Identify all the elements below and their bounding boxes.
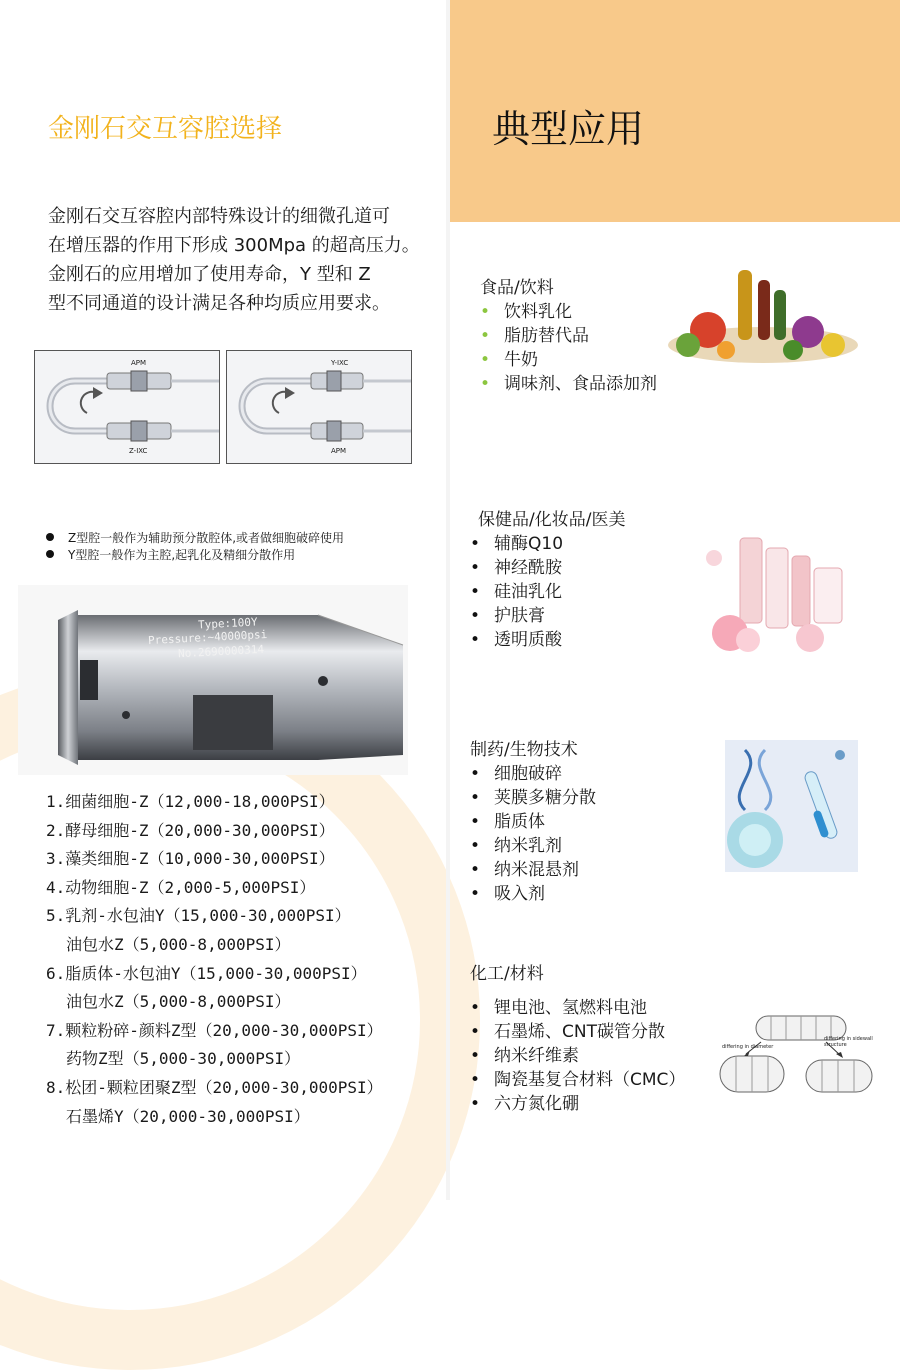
- carbon-nanotube-image: [716, 1010, 876, 1100]
- list-item: • 辅酶Q10: [470, 534, 564, 554]
- bullet-icon: •: [470, 1070, 481, 1090]
- interaction-chamber-photo: [18, 585, 408, 775]
- list-item: • 神经酰胺: [470, 558, 562, 578]
- category-health: [470, 508, 625, 652]
- list-item: 4.动物细胞-Z（2,000-5,000PSI）: [46, 877, 316, 897]
- list-item: • 纳米乳剂: [470, 836, 562, 856]
- bullet-icon: •: [470, 812, 481, 832]
- bullet-icon: •: [470, 764, 481, 784]
- list-item: 1.细菌细胞-Z（12,000-18,000PSI）: [46, 792, 335, 811]
- bullet-icon: [46, 550, 54, 558]
- note-text: Y型腔一般作为主腔,起乳化及精细分散作用: [68, 548, 296, 562]
- list-item: 3.藻类细胞-Z（10,000-30,000PSI）: [46, 849, 335, 869]
- chamber-diagram-1: [34, 350, 220, 464]
- list-item: • 纳米混悬剂: [470, 860, 579, 880]
- bullet-icon: •: [470, 606, 481, 626]
- column-divider: [446, 0, 450, 1200]
- note-item: [46, 530, 344, 547]
- bullet-icon: •: [470, 1046, 481, 1066]
- list-item: • 调味剂、食品添加剂: [480, 374, 657, 394]
- list-item: • 护肤膏: [470, 606, 545, 626]
- bullet-icon: •: [470, 836, 481, 856]
- biotech-image: [725, 740, 858, 872]
- diagram-label: Z-IXC: [129, 447, 148, 455]
- device-engraving: Type:100Y: [197, 615, 258, 632]
- intro-line: 在增压器的作用下形成 300Mpa 的超高压力。: [48, 235, 420, 256]
- bullet-icon: •: [480, 350, 491, 370]
- diagram-label: APM: [331, 447, 347, 455]
- list-item: • 六方氮化硼: [470, 1094, 579, 1114]
- note-item: [46, 547, 344, 564]
- device-engraving: No.2690000314: [177, 642, 265, 661]
- bullet-icon: [46, 533, 54, 541]
- bullet-icon: •: [470, 1022, 481, 1042]
- category-heading: 制药/生物技术: [470, 740, 578, 760]
- bullet-icon: •: [480, 302, 491, 322]
- list-item: • 石墨烯、CNT碳管分散: [470, 1022, 665, 1042]
- list-item: • 锂电池、氢燃料电池: [470, 998, 647, 1018]
- bullet-icon: •: [470, 884, 481, 904]
- list-item: • 吸入剂: [470, 884, 545, 904]
- bullet-icon: •: [470, 630, 481, 650]
- category-chem: [470, 962, 685, 1116]
- diagram-label: APM: [131, 359, 147, 367]
- list-item: • 陶瓷基复合材料（CMC）: [470, 1070, 686, 1090]
- application-list: [46, 788, 383, 1131]
- category-pharma: [470, 738, 596, 906]
- list-item: 7.颗粒粉碎-颜料Z型（20,000-30,000PSI）: [46, 1020, 383, 1040]
- cosmetics-image: [700, 528, 860, 658]
- tube-label: differing in sidewall structure: [824, 1036, 873, 1048]
- left-title: 金刚石交互容腔选择: [48, 114, 283, 144]
- list-item: 油包水Z（5,000-8,000PSI）: [66, 992, 291, 1012]
- intro-paragraph: [48, 202, 443, 318]
- device-engraving: Pressure:~40000psi: [147, 627, 268, 648]
- intro-line: 型不同通道的设计满足各种均质应用要求。: [48, 293, 390, 314]
- list-item: • 脂质体: [470, 812, 545, 832]
- bullet-icon: •: [470, 788, 481, 808]
- bullet-icon: •: [470, 1094, 481, 1114]
- bullet-icon: •: [470, 534, 481, 554]
- category-heading: 化工/材料: [470, 964, 544, 984]
- chamber-diagram-2: [226, 350, 412, 464]
- list-item: • 饮料乳化: [480, 302, 572, 322]
- intro-line: 金刚石的应用增加了使用寿命，Y 型和 Z: [48, 264, 371, 285]
- list-item: 2.酵母细胞-Z（20,000-30,000PSI）: [46, 820, 335, 840]
- bullet-icon: •: [470, 558, 481, 578]
- list-item: • 荚膜多糖分散: [470, 788, 596, 808]
- list-item: 油包水Z（5,000-8,000PSI）: [66, 934, 291, 954]
- food-image: [668, 250, 858, 370]
- list-item: • 透明质酸: [470, 630, 562, 650]
- right-title: 典型应用: [492, 107, 645, 151]
- list-item: • 脂肪替代品: [480, 326, 589, 346]
- list-item: 8.松团-颗粒团聚Z型（20,000-30,000PSI）: [46, 1077, 383, 1097]
- bullet-icon: •: [470, 860, 481, 880]
- chamber-notes: [46, 530, 344, 564]
- list-item: • 细胞破碎: [470, 764, 562, 784]
- list-item: • 纳米纤维素: [470, 1046, 579, 1066]
- list-item: 石墨烯Y（20,000-30,000PSI）: [66, 1106, 310, 1126]
- tube-label: differing in diameter: [722, 1044, 774, 1050]
- diagram-label: Y-IXC: [331, 359, 349, 367]
- bullet-icon: •: [470, 998, 481, 1018]
- list-item: • 牛奶: [480, 350, 538, 370]
- note-text: Z型腔一般作为辅助预分散腔体,或者做细胞破碎使用: [68, 531, 345, 545]
- category-heading: 食品/饮料: [480, 278, 554, 298]
- list-item: 5.乳剂-水包油Y（15,000-30,000PSI）: [46, 906, 351, 926]
- bullet-icon: •: [480, 374, 491, 394]
- list-item: 药物Z型（5,000-30,000PSI）: [66, 1049, 301, 1069]
- bullet-icon: •: [470, 582, 481, 602]
- intro-line: 金刚石交互容腔内部特殊设计的细微孔道可: [48, 206, 390, 227]
- category-food: [480, 276, 657, 396]
- list-item: • 硅油乳化: [470, 582, 562, 602]
- bullet-icon: •: [480, 326, 491, 346]
- list-item: 6.脂质体-水包油Y（15,000-30,000PSI）: [46, 963, 367, 983]
- category-heading: 保健品/化妆品/医美: [478, 510, 626, 530]
